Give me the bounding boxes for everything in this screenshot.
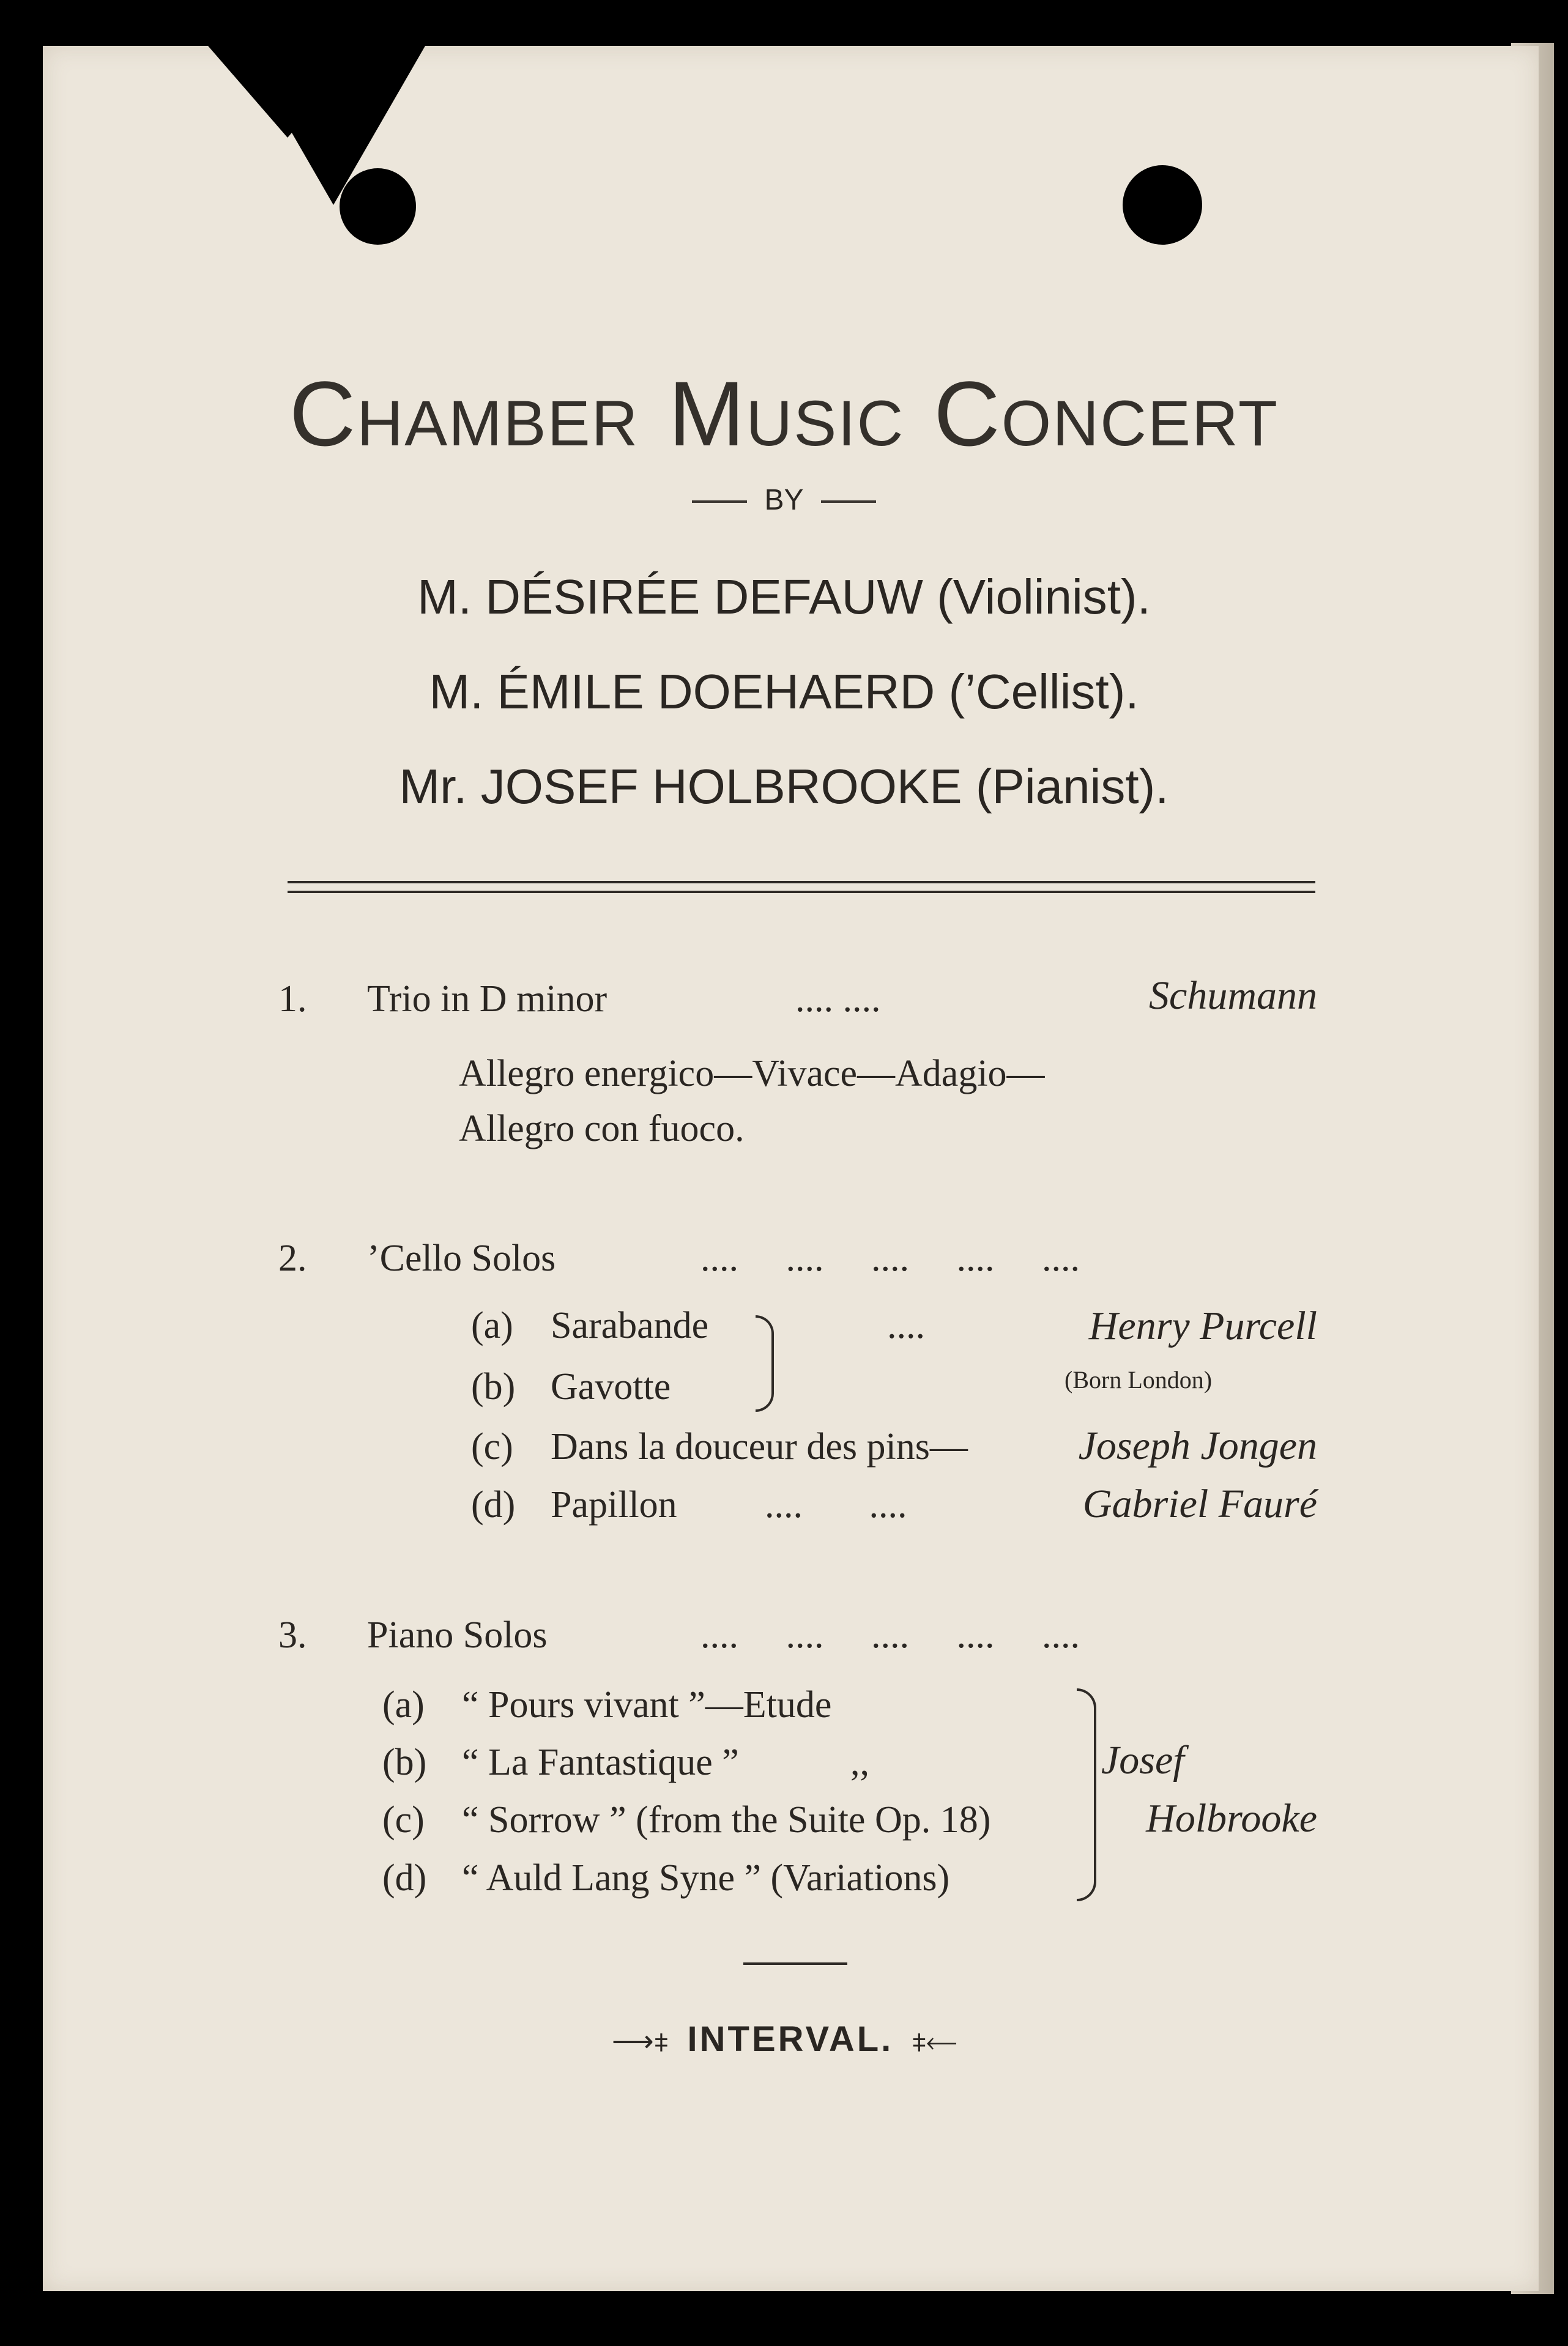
item2-c-label: (c) [471,1426,513,1468]
item2-c-composer: Joseph Jongen [1078,1424,1317,1468]
item2-ab-composer: Henry Purcell [1088,1304,1317,1348]
interval-text: INTERVAL. [687,2019,894,2059]
double-rule-bottom [288,891,1315,893]
item3-a-title: “ Pours vivant ”—Etude [462,1684,832,1726]
by-dash-left [692,500,747,503]
item3-c-label: (c) [382,1799,425,1841]
title-word-2: Music [668,362,905,465]
item1-title: Trio in D minor [367,978,608,1020]
item2-d-dots: .... .... [765,1484,907,1526]
item3-number: 3. [278,1614,307,1656]
item3-dots: .... .... .... .... .... [700,1614,1080,1656]
item2-title: ’Cello Solos [367,1238,556,1279]
ornament-left: ⟶⧧ [611,2025,669,2058]
item3-title: Piano Solos [367,1614,548,1656]
punch-hole-left [340,168,416,245]
item2-d-title: Papillon [551,1484,677,1526]
item2-a-label: (a) [471,1305,513,1346]
performer-violinist: M. DÉSIRÉE DEFAUW (Violinist). [417,570,1151,624]
double-rule-top [288,881,1315,883]
item2-dots: .... .... .... .... .... [700,1238,1080,1279]
performer-cellist: M. ÉMILE DOEHAERD (’Cellist). [429,664,1139,719]
item2-d-label: (d) [471,1484,516,1526]
by-line [0,483,1568,517]
item1-movements-line2: Allegro con fuoco. [459,1108,745,1149]
interval-separator-rule [743,1962,847,1965]
punch-hole-right [1123,165,1202,245]
by-text: BY [764,484,804,516]
item1-movements-line1: Allegro energico—Vivace—Adagio— [459,1053,1045,1094]
item3-composer-first: Josef [1101,1738,1184,1783]
item2-b-title: Gavotte [551,1366,671,1408]
item3-brace [1077,1688,1096,1901]
item2-ab-note: (Born London) [1065,1366,1213,1394]
item3-composer-last: Holbrooke [1146,1796,1317,1841]
item3-b-ditto: ,, [850,1742,869,1783]
torn-corner-notch [208,46,367,138]
item3-b-title: “ La Fantastique ” [462,1742,739,1783]
item3-c-title: “ Sorrow ” (from the Suite Op. 18) [462,1799,991,1841]
item1-number: 1. [278,978,307,1020]
item2-a-title: Sarabande [551,1305,709,1346]
item2-number: 2. [278,1238,307,1279]
item2-ab-brace [756,1315,774,1412]
interval-line [0,2019,1568,2060]
item1-dots: .... .... [795,978,881,1020]
title-word-3: Concert [934,362,1279,465]
item2-ab-dots: .... [887,1305,925,1346]
item3-d-title: “ Auld Lang Syne ” (Variations) [462,1857,950,1899]
item2-d-composer: Gabriel Fauré [1082,1482,1317,1526]
item3-a-label: (a) [382,1684,425,1726]
item3-d-label: (d) [382,1857,427,1899]
item2-c-title: Dans la douceur des pins— [551,1426,968,1468]
by-dash-right [821,500,876,503]
concert-title [0,361,1568,467]
item3-b-label: (b) [382,1742,427,1783]
title-word-1: Chamber [289,362,639,465]
performer-pianist: Mr. JOSEF HOLBROOKE (Pianist). [399,759,1169,814]
item1-composer: Schumann [1149,973,1317,1018]
item2-b-label: (b) [471,1366,516,1408]
ornament-right: ⧧⟵ [912,2025,957,2058]
